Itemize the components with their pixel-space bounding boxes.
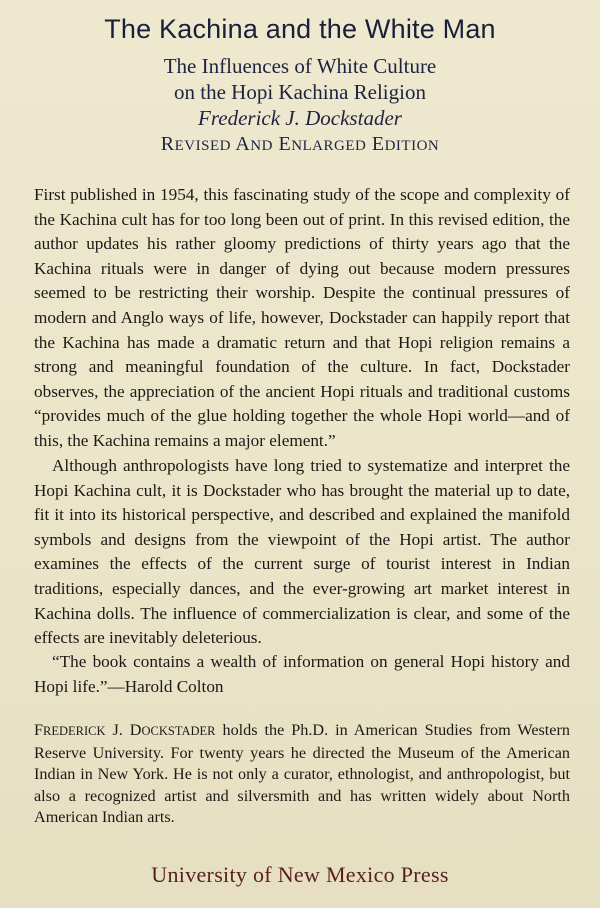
subtitle-line-1: The Influences of White Culture [163,54,437,78]
review-quote: “The book contains a wealth of information on general Hopi history and Hopi life.”—Harold Colton [34,652,570,696]
author-bio: FREDERICK J. DOCKSTADER holds the Ph.D. in American Studies from Western Reserve University. For twenty years he directed the Museum of the American Indian in New York. He is not only a curator, ethnologist, and anthropologist, but also a recognized artist and silversmith and has written widely about North American Indian arts. [34,721,570,827]
edition-label: REVISED AND ENLARGED EDITION [160,133,440,155]
subtitle-line-2: on the Hopi Kachina Religion [174,80,426,104]
bio-author-name: FREDERICK J. DOCKSTADER [34,721,216,739]
publisher-name: University of New Mexico Press [151,862,449,887]
description-paragraph-2: Although anthropologists have long tried to systematize and interpret the Hopi Kachina cult, it is Dockstader who has brought the material up to date, fit it into its historical perspective, and described and explained the manifold symbols and designs from the viewpoint of the Hopi artist. The author examines the effects of the current surge of tourist interest in Indian traditions, especially dances, and the ever-growing art market interest in Kachina dolls. The influence of commercialization is clear, and some of the effects are inevitably deleterious. [34,456,570,648]
book-title: The Kachina and the White Man [104,14,496,44]
author-name: Frederick J. Dockstader [198,106,402,130]
description-paragraph-1: First published in 1954, this fascinating study of the scope and complexity of the Kachina cult has for too long been out of print. In this revised edition, the author updates his rather gloomy predictions of thirty years ago that the Kachina rituals were in danger of dying out because modern pressures seemed to be restricting their worship. Despite the continual pressures of modern and Anglo ways of life, however, Dockstader can happily report that the Kachina has made a dramatic return and that Hopi religion remains a strong and meaningful foundation of the culture. In fact, Dockstader observes, the appreciation of the ancient Hopi rituals and traditional customs “provides much of the glue holding together the whole Hopi world—and of this, the Kachina remains a major element.” [34,185,570,450]
